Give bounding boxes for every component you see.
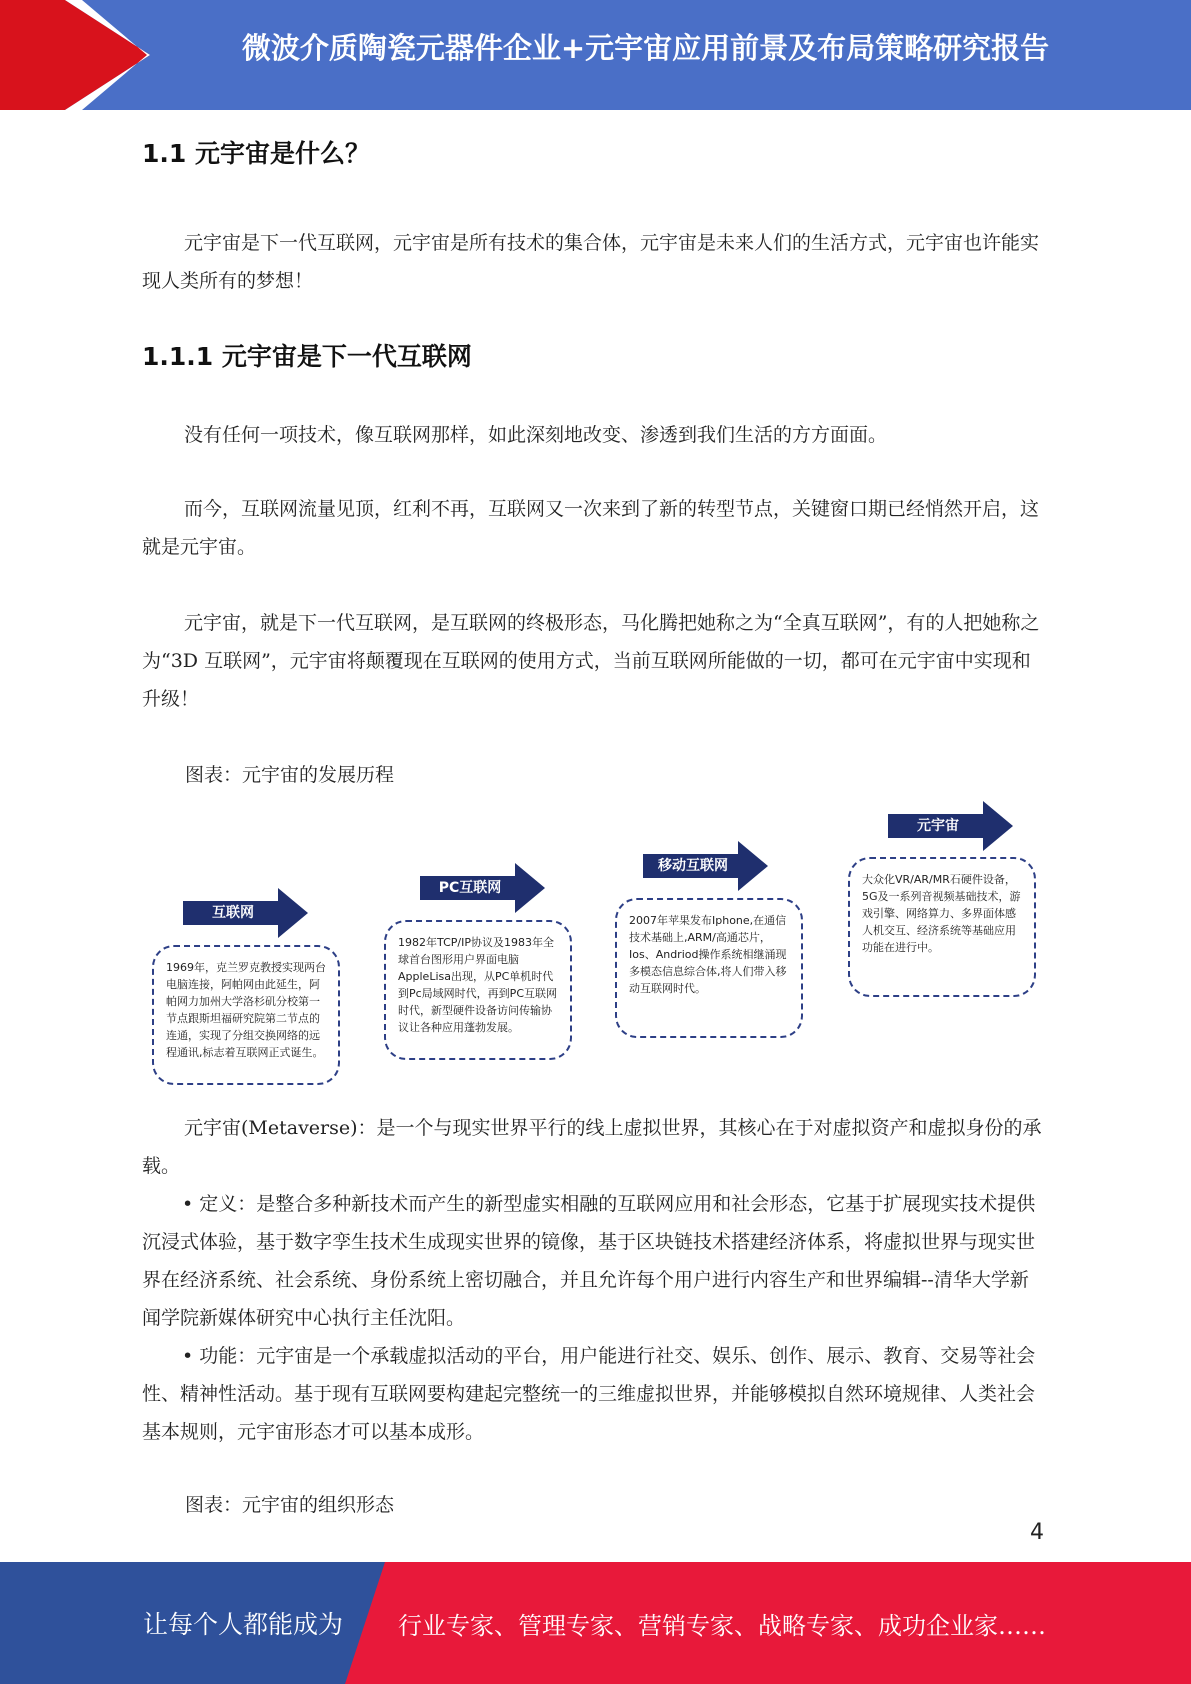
stage-description: 大众化VR/AR/MR石硬件设备，5G及一系列音视频基础技术，游戏引擎、网络算力、多界面体感人机交互、经济系统等基础应用功能在进行中。 (848, 857, 1036, 997)
page-number: 4 (1030, 1520, 1044, 1545)
stage-description: 2007年苹果发布Iphone,在通信技术基础上,ARM/高通芯片，Ios、Andriod操作系统相继涌现多模态信息综合体,将人们带入移动互联网时代。 (615, 898, 803, 1038)
paragraph-2: 而今，互联网流量见顶，红利不再，互联网又一次来到了新的转型节点，关键窗口期已经悄然开启，这就是元宇宙。 (142, 498, 1040, 558)
chevron-arrow-icon (0, 0, 150, 110)
bullet-definition: • 定义：是整合多种新技术而产生的新型虚实相融的互联网应用和社会形态，它基于扩展现实技术提供沉浸式体验，基于数字孪生技术生成现实世界的镜像，基于区块链技术搭建经济体系，将虚拟世界与现实世界在经济系统、社会系统、身份系统上密切融合，并且允许每个用户进行内容生产和世界编辑--清华大学新闻学院新媒体研究中心执行主任沈阳。 (142, 1193, 1036, 1329)
subsection-heading: 1.1.1 元宇宙是下一代互联网 (142, 342, 472, 371)
paragraph-metaverse-definition: 元宇宙(Metaverse)：是一个与现实世界平行的线上虚拟世界，其核心在于对虚拟资产和虚拟身份的承载。 (142, 1117, 1042, 1177)
header-band (0, 0, 1191, 110)
stage-label: 互联网 (212, 905, 254, 921)
paragraph-1: 没有任何一项技术，像互联网那样，如此深刻地改变、渗透到我们生活的方方面面。 (184, 424, 888, 446)
figure-caption-1: 图表：元宇宙的发展历程 (185, 764, 395, 786)
stage-description: 1969年，克兰罗克教授实现两台电脑连接，阿帕网由此延生，阿帕网力加州大学洛杉矶分校第一节点跟斯坦福研究院第二节点的连通，实现了分组交换网络的远程通讯,标志着互联网正式诞生。 (152, 945, 340, 1085)
timeline-figure (140, 795, 1045, 1090)
stage-description: 1982年TCP/IP协议及1983年全球首台图形用户界面电脑AppleLisa出现，从PC单机时代到Pc局域网时代，再到PC互联网时代，新型硬件设备访问传输协议让各种应用蓬勃发展。 (384, 920, 572, 1060)
footer-slogan-right: 行业专家、管理专家、营销专家、战略专家、成功企业家…… (398, 1612, 1046, 1640)
footer-slogan-left: 让每个人都能成为 (143, 1610, 344, 1639)
section-heading: 1.1 元宇宙是什么？ (142, 139, 370, 168)
figure-caption-2: 图表：元宇宙的组织形态 (185, 1494, 395, 1516)
paragraph-3: 元宇宙，就是下一代互联网，是互联网的终极形态，马化腾把她称之为“全真互联网”，有的人把她称之为“3D 互联网”，元宇宙将颠覆现在互联网的使用方式，当前互联网所能做的一切，都可在元宇宙中实现和升级！ (142, 612, 1040, 710)
stage-label: 元宇宙 (917, 818, 959, 834)
stage-label: 移动互联网 (658, 858, 728, 874)
stage-label: PC互联网 (438, 880, 502, 896)
intro-paragraph: 元宇宙是下一代互联网，元宇宙是所有技术的集合体，元宇宙是未来人们的生活方式，元宇宙也许能实现人类所有的梦想！ (142, 232, 1040, 292)
bullet-function: • 功能：元宇宙是一个承载虚拟活动的平台，用户能进行社交、娱乐、创作、展示、教育、交易等社会性、精神性活动。基于现有互联网要构建起完整统一的三维虚拟世界，并能够模拟自然环境规律、人类社会基本规则，元宇宙形态才可以基本成形。 (142, 1345, 1036, 1443)
report-title: 微波介质陶瓷元器件企业+元宇宙应用前景及布局策略研究报告 (241, 31, 1050, 65)
